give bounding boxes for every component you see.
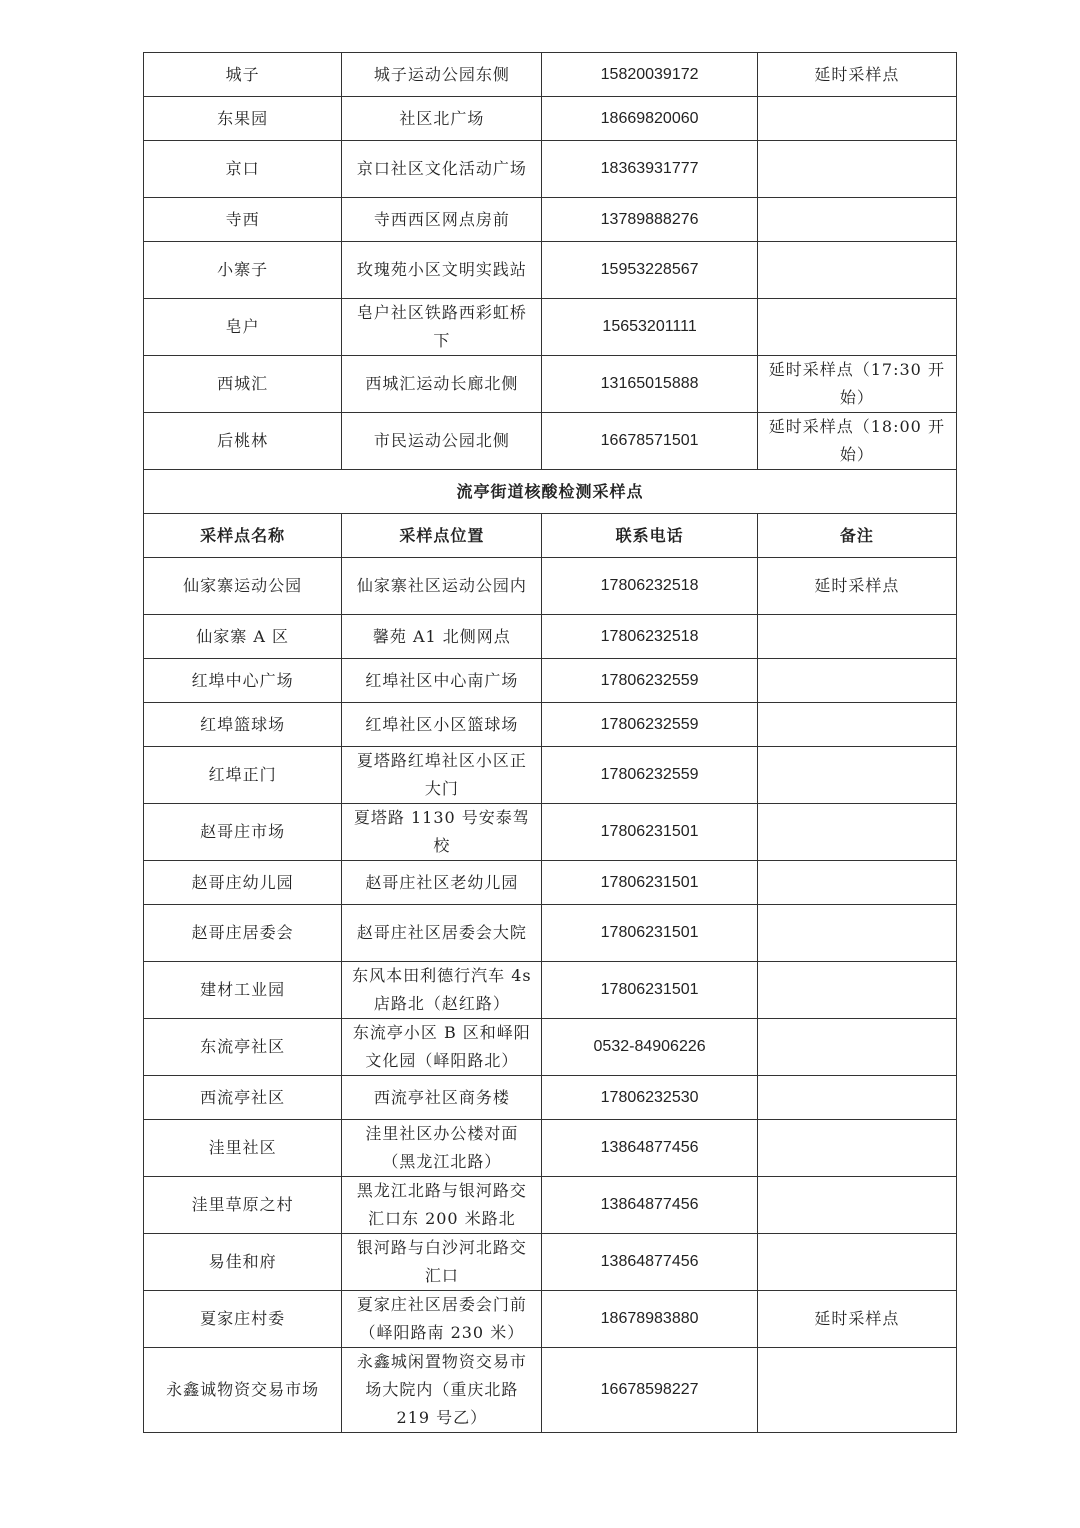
table-row [144, 413, 957, 470]
table-row [144, 53, 957, 97]
site-location: 银河路与白沙河北路交汇口 [342, 1234, 542, 1291]
site-location: 西城汇运动长廊北侧 [342, 356, 542, 413]
table-row [144, 1076, 957, 1120]
section-title: 流亭街道核酸检测采样点 [144, 470, 957, 514]
site-name: 京口 [144, 141, 342, 198]
table-row [144, 703, 957, 747]
site-note [757, 1076, 956, 1120]
table-row [144, 659, 957, 703]
site-location: 夏塔路 1130 号安泰驾校 [342, 804, 542, 861]
site-location: 馨苑 A1 北侧网点 [342, 615, 542, 659]
table-row [144, 905, 957, 962]
site-note [757, 659, 956, 703]
site-location: 夏塔路红埠社区小区正大门 [342, 747, 542, 804]
site-phone: 17806232518 [542, 558, 757, 615]
site-name: 东果园 [144, 97, 342, 141]
site-name: 红埠中心广场 [144, 659, 342, 703]
site-name: 洼里草原之村 [144, 1177, 342, 1234]
site-note [757, 1348, 956, 1433]
site-note [757, 198, 956, 242]
table-row [144, 1120, 957, 1177]
site-phone: 16678598227 [542, 1348, 757, 1433]
site-location: 城子运动公园东侧 [342, 53, 542, 97]
table-row [144, 1177, 957, 1234]
site-note [757, 97, 956, 141]
site-name: 赵哥庄居委会 [144, 905, 342, 962]
site-phone: 18363931777 [542, 141, 757, 198]
header-note: 备注 [757, 514, 956, 558]
site-name: 后桃林 [144, 413, 342, 470]
site-name: 东流亭社区 [144, 1019, 342, 1076]
table-row [144, 1291, 957, 1348]
site-phone: 17806231501 [542, 905, 757, 962]
site-phone: 15653201111 [542, 299, 757, 356]
site-location: 皂户社区铁路西彩虹桥下 [342, 299, 542, 356]
site-name: 永鑫诚物资交易市场 [144, 1348, 342, 1433]
site-name: 易佳和府 [144, 1234, 342, 1291]
site-phone: 17806232518 [542, 615, 757, 659]
site-location: 红埠社区小区篮球场 [342, 703, 542, 747]
site-location: 市民运动公园北侧 [342, 413, 542, 470]
site-location: 夏家庄社区居委会门前（峄阳路南 230 米） [342, 1291, 542, 1348]
site-location: 黑龙江北路与银河路交汇口东 200 米路北 [342, 1177, 542, 1234]
site-note: 延时采样点（17:30 开始） [757, 356, 956, 413]
site-note: 延时采样点（18:00 开始） [757, 413, 956, 470]
site-location: 玫瑰苑小区文明实践站 [342, 242, 542, 299]
site-phone: 17806232559 [542, 703, 757, 747]
site-phone: 17806232559 [542, 659, 757, 703]
table-row [144, 1019, 957, 1076]
table-row [144, 299, 957, 356]
site-note [757, 962, 956, 1019]
header-phone: 联系电话 [542, 514, 757, 558]
site-location: 永鑫城闲置物资交易市场大院内（重庆北路 219 号乙） [342, 1348, 542, 1433]
section-title-row [144, 470, 957, 514]
site-name: 仙家寨 A 区 [144, 615, 342, 659]
site-name: 建材工业园 [144, 962, 342, 1019]
site-name: 赵哥庄幼儿园 [144, 861, 342, 905]
table-row [144, 558, 957, 615]
site-phone: 17806232530 [542, 1076, 757, 1120]
site-name: 西流亭社区 [144, 1076, 342, 1120]
site-name: 赵哥庄市场 [144, 804, 342, 861]
table-row [144, 962, 957, 1019]
site-phone: 13789888276 [542, 198, 757, 242]
site-phone: 15820039172 [542, 53, 757, 97]
table-row [144, 1234, 957, 1291]
site-note [757, 804, 956, 861]
site-note [757, 299, 956, 356]
site-location: 社区北广场 [342, 97, 542, 141]
site-name: 红埠篮球场 [144, 703, 342, 747]
sampling-sites-table [143, 52, 957, 1433]
site-phone: 13864877456 [542, 1120, 757, 1177]
site-note [757, 615, 956, 659]
table-row [144, 356, 957, 413]
site-name: 城子 [144, 53, 342, 97]
site-name: 小寨子 [144, 242, 342, 299]
site-note [757, 1120, 956, 1177]
table-row [144, 861, 957, 905]
site-note [757, 861, 956, 905]
site-phone: 13864877456 [542, 1234, 757, 1291]
site-note [757, 1177, 956, 1234]
table-row [144, 747, 957, 804]
site-phone: 15953228567 [542, 242, 757, 299]
site-location: 仙家寨社区运动公园内 [342, 558, 542, 615]
site-note: 延时采样点 [757, 1291, 956, 1348]
site-note: 延时采样点 [757, 558, 956, 615]
table-row [144, 615, 957, 659]
table-header-row [144, 514, 957, 558]
site-location: 赵哥庄社区老幼儿园 [342, 861, 542, 905]
document-page [143, 52, 957, 1433]
site-phone: 17806232559 [542, 747, 757, 804]
site-phone: 13864877456 [542, 1177, 757, 1234]
site-phone: 18678983880 [542, 1291, 757, 1348]
site-note [757, 905, 956, 962]
table-row [144, 141, 957, 198]
site-name: 夏家庄村委 [144, 1291, 342, 1348]
site-location: 东流亭小区 B 区和峄阳文化园（峄阳路北） [342, 1019, 542, 1076]
table-row [144, 97, 957, 141]
site-name: 寺西 [144, 198, 342, 242]
site-phone: 13165015888 [542, 356, 757, 413]
site-note [757, 141, 956, 198]
site-location: 西流亭社区商务楼 [342, 1076, 542, 1120]
site-phone: 17806231501 [542, 804, 757, 861]
site-note [757, 1019, 956, 1076]
site-location: 京口社区文化活动广场 [342, 141, 542, 198]
site-location: 东风本田利德行汽车 4s 店路北（赵红路） [342, 962, 542, 1019]
site-name: 红埠正门 [144, 747, 342, 804]
site-note [757, 1234, 956, 1291]
site-note [757, 242, 956, 299]
site-phone: 17806231501 [542, 962, 757, 1019]
site-name: 皂户 [144, 299, 342, 356]
table-row [144, 1348, 957, 1433]
table-row [144, 198, 957, 242]
site-phone: 16678571501 [542, 413, 757, 470]
site-location: 寺西西区网点房前 [342, 198, 542, 242]
site-name: 洼里社区 [144, 1120, 342, 1177]
table-row [144, 242, 957, 299]
header-name: 采样点名称 [144, 514, 342, 558]
site-name: 西城汇 [144, 356, 342, 413]
header-location: 采样点位置 [342, 514, 542, 558]
site-location: 洼里社区办公楼对面（黑龙江北路） [342, 1120, 542, 1177]
site-phone: 18669820060 [542, 97, 757, 141]
table-row [144, 804, 957, 861]
site-phone: 0532-84906226 [542, 1019, 757, 1076]
site-location: 红埠社区中心南广场 [342, 659, 542, 703]
site-phone: 17806231501 [542, 861, 757, 905]
site-name: 仙家寨运动公园 [144, 558, 342, 615]
site-note: 延时采样点 [757, 53, 956, 97]
site-note [757, 703, 956, 747]
site-note [757, 747, 956, 804]
site-location: 赵哥庄社区居委会大院 [342, 905, 542, 962]
